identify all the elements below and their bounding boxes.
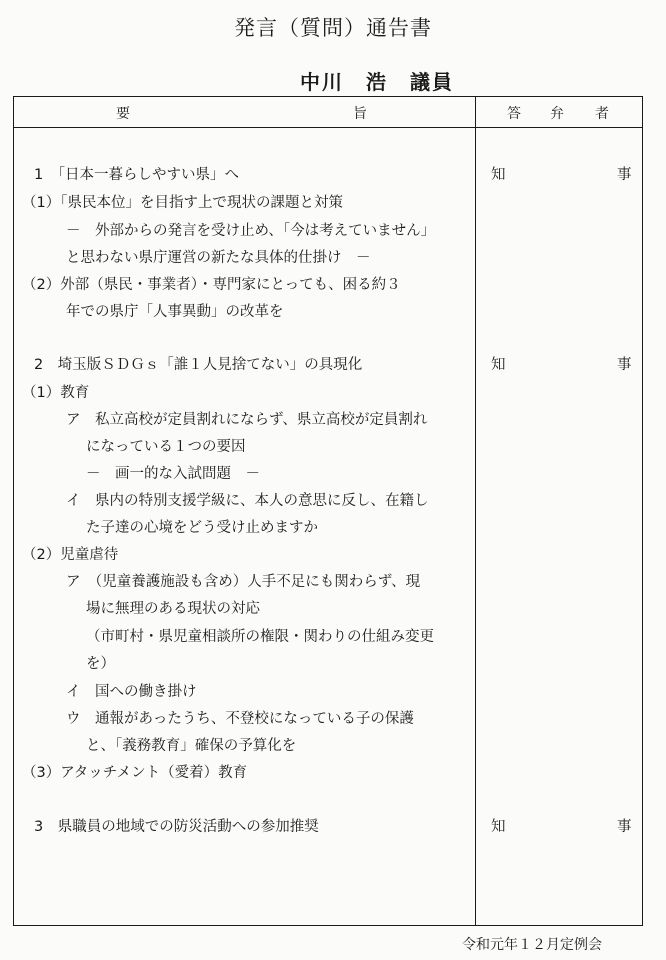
item-1-sub-1: （1）「県民本位」を目指す上で現状の課題と対策 (22, 195, 343, 211)
session-label: 令和元年１２月定例会 (462, 937, 602, 953)
item-2-sub-1-i-line: た子達の心境をどう受け止めますか (86, 520, 318, 536)
item-1-sub-2: （2）外部（県民・事業者）・専門家にとっても、困る約３ (22, 277, 401, 293)
item-2-sub-2: （2）児童虐待 (22, 547, 119, 563)
document-title: 発言（質問）通告書 (234, 16, 432, 40)
item-2-sub-2-i: イ 国への働き掛け (66, 684, 197, 700)
item-2-sub-2-u-line: と、「義務教育」確保の予算化を (86, 738, 297, 754)
item-2-sub-2-a-line: （市町村・県児童相談所の権限・関わりの仕組み変更 (86, 629, 434, 645)
item-1-sub-1-line: － 外部からの発言を受け止め、「今は考えていません」 (66, 223, 436, 239)
header-answerer-3: 者 (595, 106, 609, 122)
member-name: 中川 浩 議員 (300, 70, 454, 94)
item-2-sub-2-a-line: を） (86, 656, 115, 672)
item-2-sub-2-a: ア （児童養護施設も含め）人手不足にも関わらず、現 (66, 574, 421, 590)
item-2-sub-1-i: イ 県内の特別支援学級に、本人の意思に反し、在籍し (66, 493, 429, 509)
item-2-sub-1-a-line: － 画一的な入試問題 － (86, 466, 260, 482)
header-summary-left: 要 (116, 106, 130, 122)
item-2-sub-1-a: ア 私立高校が定員割れにならず、県立高校が定員割れ (66, 412, 428, 428)
answerer-1-left: 知 (491, 167, 506, 183)
header-divider (13, 127, 643, 128)
item-2-sub-1-a-line: になっている１つの要因 (86, 439, 246, 455)
header-answerer-1: 答 (507, 106, 521, 122)
header-answerer-2: 弁 (550, 106, 564, 122)
answerer-3-right: 事 (617, 819, 632, 835)
item-2-sub-2-u: ウ 通報があったうち、不登校になっている子の保護 (66, 711, 414, 727)
header-summary-right: 旨 (353, 106, 367, 122)
item-1-sub-1-line: と思わない県庁運営の新たな具体的仕掛け － (66, 250, 371, 266)
item-1-sub-2-line: 年での県庁「人事異動」の改革を (66, 304, 284, 320)
answerer-3-left: 知 (491, 819, 506, 835)
item-1-heading: 1 「日本一暮らしやすい県」へ (34, 167, 239, 183)
column-divider (475, 96, 476, 926)
answerer-1-right: 事 (617, 167, 632, 183)
item-2-sub-3: （3）アタッチメント（愛着）教育 (22, 765, 248, 781)
answerer-2-right: 事 (617, 357, 632, 373)
answerer-2-left: 知 (491, 357, 506, 373)
item-2-heading: 2 埼玉版ＳＤＧｓ「誰１人見捨てない」の具現化 (34, 357, 363, 373)
item-3-heading: 3 県職員の地域での防災活動への参加推奨 (34, 819, 319, 835)
item-2-sub-2-a-line: 場に無理のある現状の対応 (86, 601, 260, 617)
item-2-sub-1: （1）教育 (22, 385, 90, 401)
